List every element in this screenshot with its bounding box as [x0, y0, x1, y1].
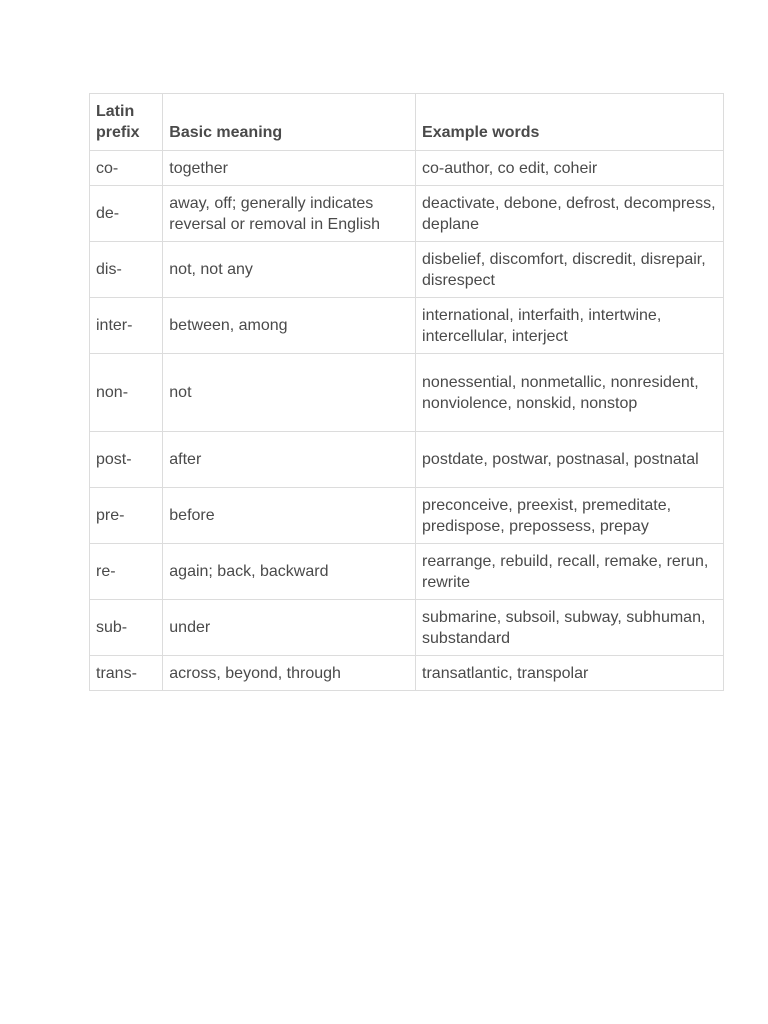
- examples-cell: nonessential, nonmetallic, nonresident, nonviolence, nonskid, nonstop: [416, 354, 724, 432]
- prefix-cell: pre-: [90, 488, 163, 544]
- table-row: [90, 600, 724, 656]
- prefix-cell: co-: [90, 151, 163, 186]
- table-row: [90, 432, 724, 488]
- prefix-cell: sub-: [90, 600, 163, 656]
- examples-cell: co-author, co edit, coheir: [416, 151, 724, 186]
- examples-cell: disbelief, discomfort, discredit, disrepair, disrespect: [416, 242, 724, 298]
- examples-cell: transatlantic, transpolar: [416, 656, 724, 691]
- meaning-cell: across, beyond, through: [163, 656, 416, 691]
- meaning-cell: between, among: [163, 298, 416, 354]
- meaning-cell: under: [163, 600, 416, 656]
- table-row: [90, 298, 724, 354]
- table-row: [90, 544, 724, 600]
- table-row: [90, 186, 724, 242]
- prefix-cell: dis-: [90, 242, 163, 298]
- meaning-cell: after: [163, 432, 416, 488]
- meaning-cell: before: [163, 488, 416, 544]
- prefix-cell: trans-: [90, 656, 163, 691]
- header-latin-prefix: [90, 94, 163, 151]
- prefix-cell: post-: [90, 432, 163, 488]
- meaning-cell: together: [163, 151, 416, 186]
- meaning-cell: not: [163, 354, 416, 432]
- header-basic-meaning: [163, 94, 416, 151]
- prefix-cell: non-: [90, 354, 163, 432]
- header-example-words: [416, 94, 724, 151]
- examples-cell: submarine, subsoil, subway, subhuman, substandard: [416, 600, 724, 656]
- prefix-cell: inter-: [90, 298, 163, 354]
- table-row: [90, 656, 724, 691]
- table-header-row: [90, 94, 724, 151]
- table-row: [90, 151, 724, 186]
- examples-cell: rearrange, rebuild, recall, remake, rerun, rewrite: [416, 544, 724, 600]
- examples-cell: postdate, postwar, postnasal, postnatal: [416, 432, 724, 488]
- examples-cell: international, interfaith, intertwine, intercellular, interject: [416, 298, 724, 354]
- header-basic-meaning-label: Basic meaning: [169, 124, 283, 141]
- prefix-cell: de-: [90, 186, 163, 242]
- examples-cell: preconceive, preexist, premeditate, predispose, prepossess, prepay: [416, 488, 724, 544]
- meaning-cell: again; back, backward: [163, 544, 416, 600]
- meaning-cell: not, not any: [163, 242, 416, 298]
- latin-prefix-table: [89, 93, 724, 691]
- examples-cell: deactivate, debone, defrost, decompress, deplane: [416, 186, 724, 242]
- table-row: [90, 354, 724, 432]
- header-example-words-label: Example words: [422, 124, 540, 141]
- meaning-cell: away, off; generally indicates reversal or removal in English: [163, 186, 416, 242]
- prefix-cell: re-: [90, 544, 163, 600]
- header-latin-prefix-label: Latin prefix: [96, 103, 140, 141]
- table-row: [90, 488, 724, 544]
- table-row: [90, 242, 724, 298]
